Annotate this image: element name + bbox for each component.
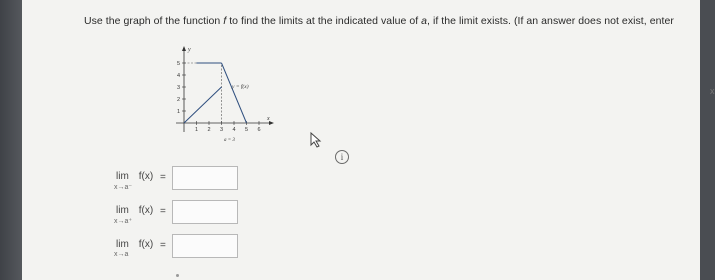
y-axis-arrow: [182, 46, 186, 51]
x-axis-arrow: [269, 121, 274, 125]
x-axis-label: x: [267, 116, 270, 122]
two-sided-limit-answer-input[interactable]: [172, 234, 238, 258]
graph-segment: [222, 63, 247, 123]
y-axis-label: y: [188, 47, 191, 53]
lim-word: lim: [116, 171, 129, 182]
right-limit-subscript: x→a⁺: [114, 218, 133, 225]
y-tick-label: 1: [177, 109, 181, 115]
question-text: [84, 15, 674, 27]
mouse-cursor-icon: [310, 132, 324, 148]
fx-text: f(x): [138, 239, 154, 250]
equals-sign: =: [160, 172, 166, 183]
curve-label: y = f(x): [232, 84, 249, 90]
question-func: f: [223, 15, 227, 27]
question-suffix: , if the limit exists. (If an answer does not exist, enter: [427, 15, 674, 27]
question-panel: [22, 0, 715, 280]
left-limit-answer-input[interactable]: [172, 166, 238, 190]
y-tick-label: 4: [177, 73, 181, 79]
two-sided-limit-label: [116, 239, 153, 250]
fx-text: f(x): [138, 171, 154, 182]
y-tick-label: 2: [177, 97, 181, 103]
x-tick-label: 6: [257, 127, 261, 133]
graph-segment: [184, 87, 222, 123]
info-icon[interactable]: i: [335, 150, 349, 164]
lim-word: lim: [116, 239, 129, 250]
left-limit-subscript: x→a⁻: [114, 184, 133, 191]
lim-word: lim: [116, 205, 129, 216]
x-tick-label: 1: [195, 127, 199, 133]
right-limit-answer-input[interactable]: [172, 200, 238, 224]
graph-svg: [170, 42, 278, 150]
x-tick-label: 3: [220, 127, 224, 133]
equals-sign: =: [160, 240, 166, 251]
y-tick-label: 5: [177, 61, 181, 67]
question-prefix: Use the graph of the function: [84, 15, 224, 27]
question-var: a: [421, 15, 428, 27]
two-sided-limit-subscript: x→a: [114, 251, 129, 258]
a-value-label: a = 3: [224, 138, 235, 143]
stray-dot: [176, 274, 179, 277]
left-limit-label: [116, 171, 153, 182]
graph-segments: [184, 63, 247, 123]
right-limit-label: [116, 205, 153, 216]
y-tick-labels: [177, 61, 186, 115]
close-mark[interactable]: x: [710, 86, 715, 96]
left-window-edge: [0, 0, 22, 280]
x-tick-label: 5: [245, 127, 249, 133]
function-graph: [170, 42, 278, 150]
equals-sign: =: [160, 206, 166, 217]
question-middle: to find the limits at the indicated value of: [226, 15, 422, 27]
x-tick-label: 2: [207, 127, 211, 133]
y-tick-label: 3: [177, 85, 181, 91]
fx-text: f(x): [138, 205, 154, 216]
x-tick-label: 4: [232, 127, 236, 133]
